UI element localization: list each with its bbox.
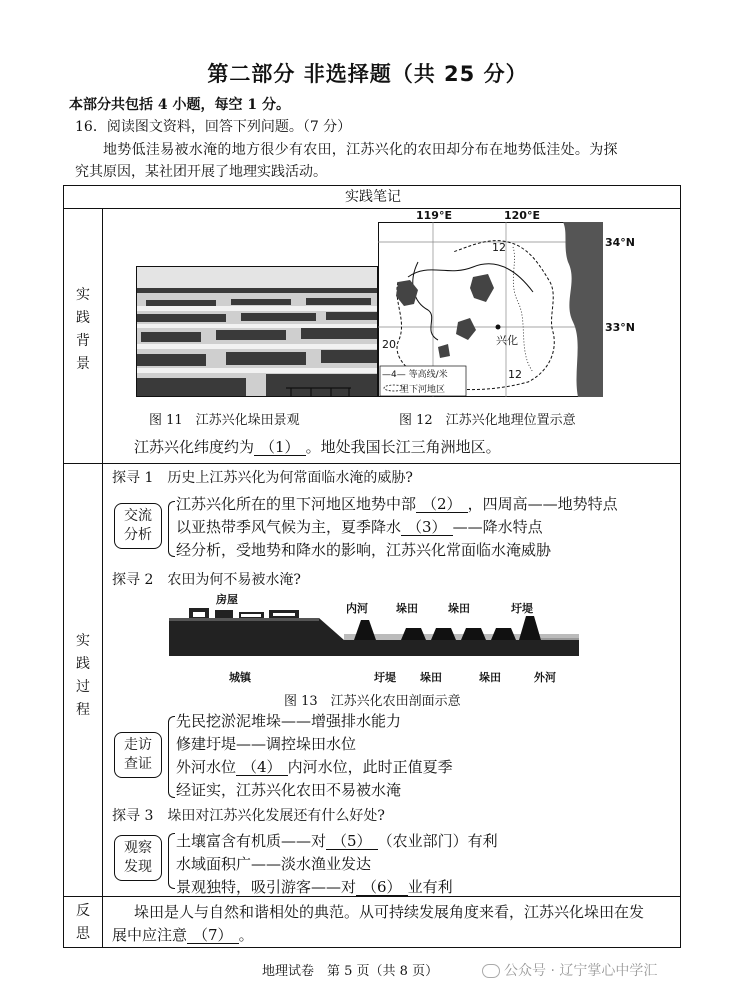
line-text: 外河水位 — [176, 758, 237, 776]
line-text: 。 — [238, 926, 254, 944]
map-latitude-33: 33°N — [605, 321, 636, 334]
answer-blank-3: （3） — [401, 519, 453, 536]
line-text: ——降水特点 — [452, 518, 543, 536]
map-contour-label: 12 — [508, 368, 522, 381]
figure-12-caption: 图 12 江苏兴化地理位置示意 — [399, 413, 576, 428]
label-outer-river: 外河 — [534, 671, 556, 684]
explore-3-line-3 — [176, 877, 453, 897]
map-legend-contour: —4— 等高线/米 — [382, 370, 448, 380]
explore-1-line-3: 经分析，受地势和降水的影响，江苏兴化常面临水淹威胁 — [176, 541, 552, 559]
explore-2-title: 探寻 2 农田为何不易被水淹? — [112, 572, 301, 588]
label-house: 房屋 — [216, 593, 238, 606]
map-longitude-119: 119°E — [416, 209, 452, 222]
question-16-desc-1: 地势低洼易被水淹的地方很少有农田，江苏兴化的农田却分布在地势低洼处。为探 — [103, 142, 618, 158]
explore-2-line-4: 经证实，江苏兴化农田不易被水淹 — [176, 781, 402, 799]
explore-2-line-1: 先民挖淤泥堆垛——增强排水能力 — [176, 712, 402, 730]
question-16-desc-2: 究其原因，某社团开展了地理实践活动。 — [75, 164, 327, 180]
part-title: 第二部分 非选择题（共 25 分） — [207, 62, 528, 86]
line-text: （农业部门）有利 — [377, 832, 498, 850]
box-line: 观察 — [124, 840, 152, 856]
map-city-xinghua: 兴化 — [496, 334, 518, 347]
explore-3-line-1 — [176, 831, 498, 851]
figure-11-caption: 图 11 江苏兴化垛田景观 — [149, 413, 300, 428]
wechat-icon — [482, 964, 500, 978]
brace — [168, 833, 175, 889]
line-text: ，四周高——地势特点 — [467, 495, 618, 513]
label-duotian: 垛田 — [420, 671, 442, 684]
explore-2-line-3 — [176, 757, 453, 777]
box-line: 发现 — [124, 859, 152, 875]
line-text: 展中应注意 — [112, 926, 188, 944]
label-inner-river: 内河 — [346, 602, 368, 615]
explore-1-title: 探寻 1 历史上江苏兴化为何常面临水淹的威胁? — [112, 470, 413, 486]
line-text: 业有利 — [407, 878, 453, 896]
line-text: 景观独特，吸引游客——对 — [176, 878, 357, 896]
explore-1-line-2 — [176, 517, 543, 537]
side-label-reflect — [64, 900, 102, 946]
page-footer: 地理试卷 第 5 页（共 8 页） — [262, 964, 439, 979]
side-label-reflect-text: 反思 — [76, 903, 90, 942]
box-line: 查证 — [124, 756, 152, 772]
map-legend-region: 里下河地区 — [400, 385, 446, 395]
divider — [64, 208, 680, 209]
map-contour-label: 12 — [492, 241, 506, 254]
map-contour-label: 20 — [382, 338, 396, 351]
side-label-background-text: 实践背景 — [76, 287, 90, 372]
box-line: 走访 — [124, 737, 152, 753]
reflection-line-2 — [112, 925, 254, 945]
divider — [102, 208, 103, 948]
observe-discover-box — [114, 835, 162, 881]
side-label-process — [64, 630, 102, 722]
label-duotian: 垛田 — [396, 602, 418, 615]
watermark-text: 公众号 · 辽宁掌心中学汇 — [504, 963, 658, 979]
watermark — [482, 960, 657, 980]
answer-blank-4: （4） — [236, 759, 288, 776]
side-label-background — [64, 284, 102, 376]
answer-blank-2: （2） — [416, 496, 468, 513]
answer-blank-7: （7） — [187, 927, 239, 944]
answer-blank-6: （6） — [356, 879, 408, 896]
table-header: 实践笔记 — [345, 189, 401, 205]
question-16-title: 16．阅读图文资料，回答下列问题。（7 分） — [75, 119, 352, 135]
figure-13-caption: 图 13 江苏兴化农田剖面示意 — [284, 694, 461, 709]
practice-notes-table — [63, 185, 681, 948]
line-text: 江苏兴化所在的里下河地区地势中部 — [176, 495, 417, 513]
reflection-line-1: 垛田是人与自然和谐相处的典范。从可持续发展角度来看，江苏兴化垛田在发 — [134, 903, 645, 921]
explore-3-title: 探寻 3 垛田对江苏兴化发展还有什么好处? — [112, 808, 385, 824]
divider — [64, 463, 680, 464]
exchange-analysis-box — [114, 503, 162, 549]
background-statement-pre: 江苏兴化纬度约为 — [134, 438, 255, 456]
explore-1-line-1 — [176, 494, 618, 514]
background-statement — [134, 437, 501, 457]
map-longitude-120: 120°E — [504, 209, 540, 222]
side-label-process-text: 实践过程 — [76, 633, 90, 718]
label-duotian: 垛田 — [448, 602, 470, 615]
explore-3-line-2: 水域面积广——淡水渔业发达 — [176, 855, 372, 873]
line-text: 土壤富含有机质——对 — [176, 832, 327, 850]
map-latitude-34: 34°N — [605, 236, 636, 249]
duotian-landscape-photo — [136, 266, 378, 397]
box-line: 交流 — [124, 508, 152, 524]
brace — [168, 716, 175, 798]
label-dike: 圩堤 — [374, 671, 396, 684]
label-duotian: 垛田 — [479, 671, 501, 684]
answer-blank-1: （1） — [254, 439, 306, 456]
brace — [168, 501, 175, 557]
answer-blank-5: （5） — [326, 833, 378, 850]
line-text: 内河水位，此时正值夏季 — [287, 758, 453, 776]
explore-2-line-2: 修建圩堤——调控垛田水位 — [176, 735, 357, 753]
part-intro: 本部分共包括 4 小题，每空 1 分。 — [69, 97, 290, 113]
visit-verify-box — [114, 732, 162, 778]
line-text: 以亚热带季风气候为主，夏季降水 — [176, 518, 402, 536]
label-dike: 圩堤 — [511, 602, 533, 615]
background-statement-post: 。地处我国长江三角洲地区。 — [305, 438, 501, 456]
label-town: 城镇 — [229, 671, 251, 684]
box-line: 分析 — [124, 527, 152, 543]
